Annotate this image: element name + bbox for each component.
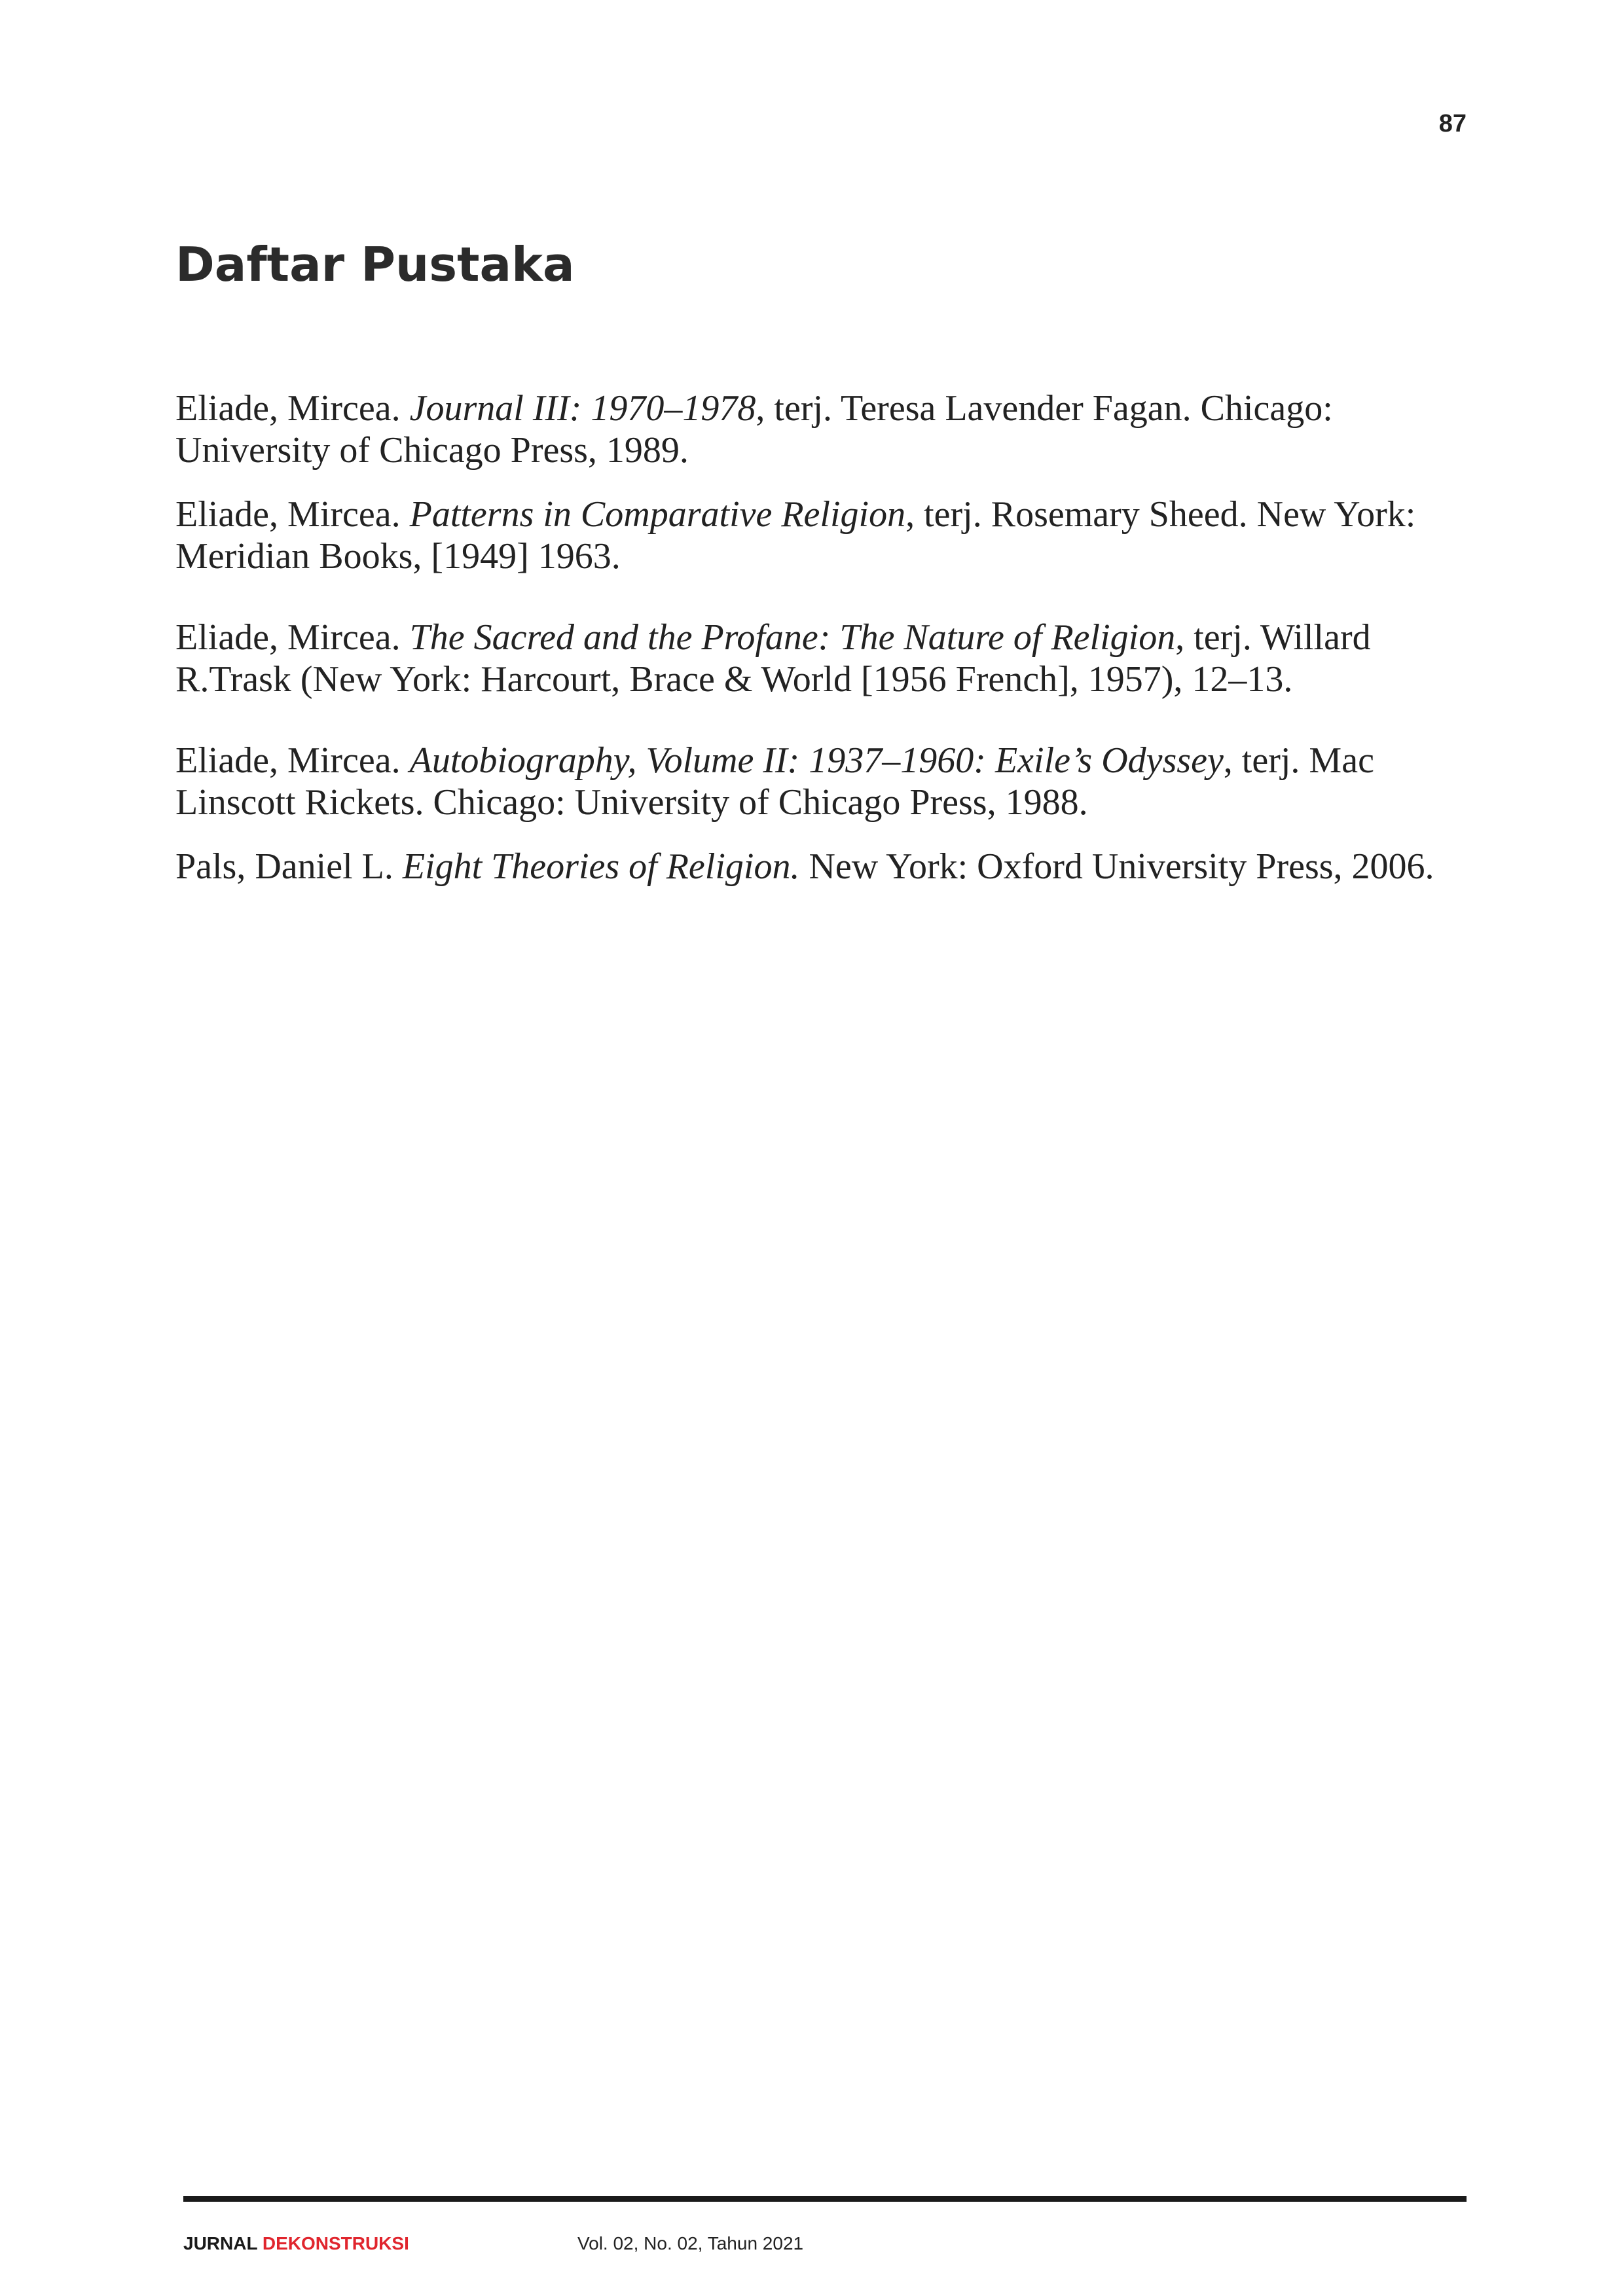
reference-author: Eliade, Mircea. [175, 617, 410, 658]
footer-divider [183, 2196, 1467, 2202]
reference-details: , terj. Teresa Lavender Fagan. Chicago: University of Chicago Press, 1989. [175, 388, 1333, 471]
reference-title: Eight Theories of Religion. [402, 846, 800, 887]
reference-title: Patterns in Comparative Religion [409, 494, 906, 535]
reference-title: Journal III: 1970–1978 [409, 388, 756, 429]
journal-name-prefix: JURNAL [183, 2233, 258, 2253]
journal-name [183, 2233, 409, 2254]
reference-details: New York: Oxford University Press, 2006. [799, 846, 1434, 887]
section-title: Daftar Pustaka [175, 237, 575, 292]
reference-entry [175, 493, 1485, 577]
reference-entry [175, 740, 1485, 823]
reference-list [175, 387, 1485, 888]
reference-details: , terj. Mac Linscott Rickets. Chicago: University of Chicago Press, 1988. [175, 740, 1374, 823]
reference-entry [175, 387, 1485, 471]
reference-author: Eliade, Mircea. [175, 494, 410, 535]
journal-name-accent: DEKONSTRUKSI [262, 2233, 409, 2253]
page-footer [183, 2233, 1467, 2266]
reference-entry [175, 617, 1485, 700]
reference-author: Eliade, Mircea. [175, 740, 410, 781]
reference-author: Pals, Daniel L. [175, 846, 403, 887]
reference-entry [175, 846, 1485, 888]
reference-details: , terj. Willard R.Trask (New York: Harcourt, Brace & World [1956 French], 1957), 12–13. [175, 617, 1371, 700]
reference-title: Autobiography, Volume II: 1937–1960: Exile’s Odyssey [409, 740, 1224, 781]
page-number: 87 [1438, 110, 1467, 137]
reference-details: , terj. Rosemary Sheed. New York: Meridian Books, [1949] 1963. [175, 494, 1416, 577]
reference-author: Eliade, Mircea. [175, 388, 410, 429]
reference-title: The Sacred and the Profane: The Nature of Religion [409, 617, 1176, 658]
issue-info: Vol. 02, No. 02, Tahun 2021 [577, 2233, 804, 2253]
